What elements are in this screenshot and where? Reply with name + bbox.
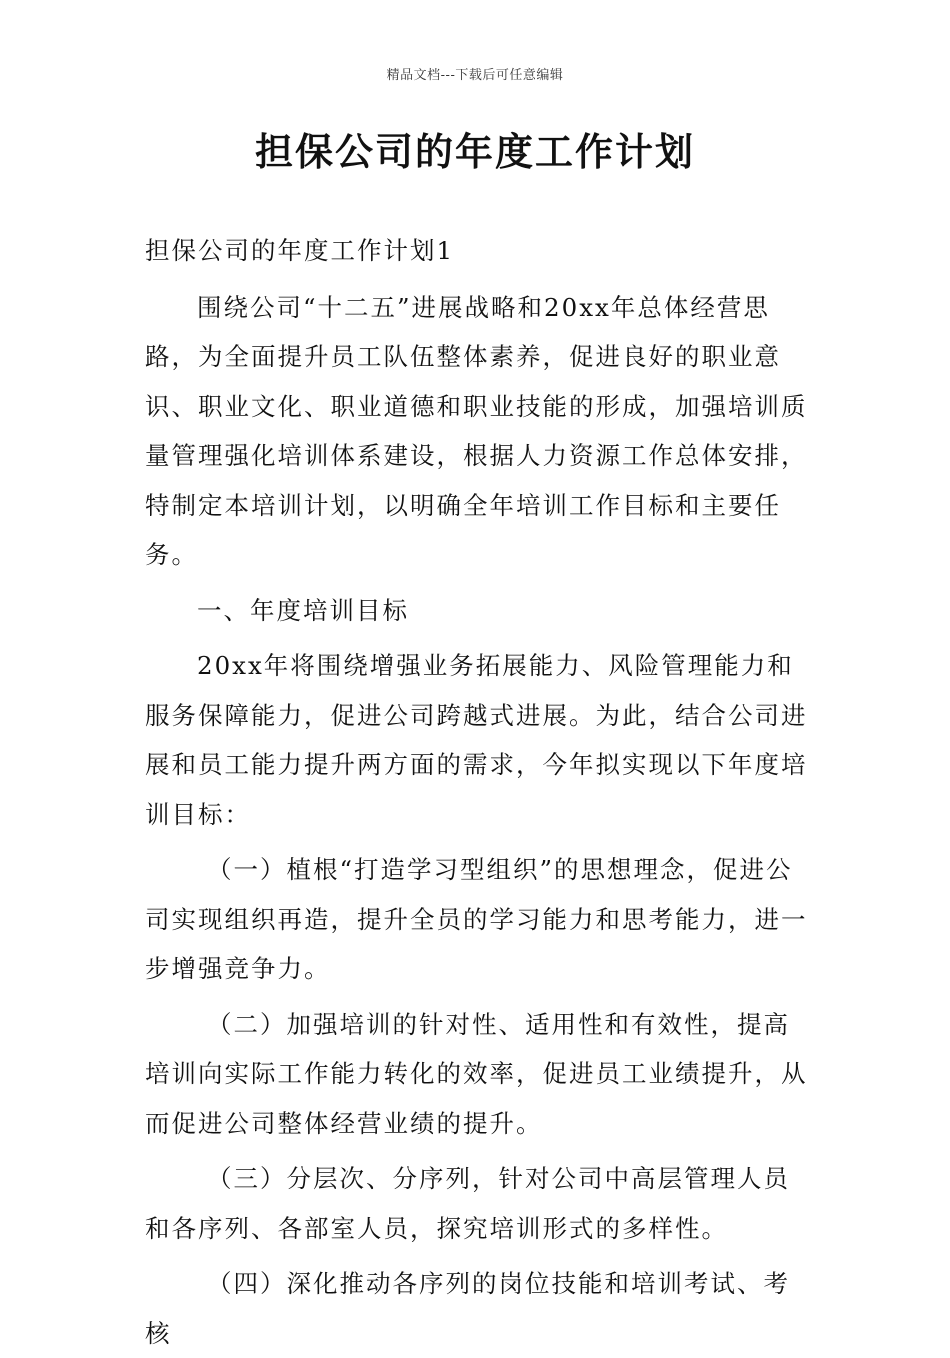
list-item: （二）加强培训的针对性、适用性和有效性，提高培训向实际工作能力转化的效率，促进员工业绩提升，从而促进公司整体经营业绩的提升。 (145, 1009, 808, 1138)
list-item: （一）植根“打造学习型组织”的思想理念，促进公司实现组织再造，提升全员的学习能力和思考能力，进一步增强竞争力。 (145, 855, 808, 983)
section-heading: 一、年度培训目标 (197, 595, 409, 625)
section-subtitle: 担保公司的年度工作计划1 (145, 236, 455, 265)
list-item: （四）深化推动各序列的岗位技能和培训考试、考核 (145, 1269, 790, 1348)
header-note: 精品文档---下载后可任意编辑 (386, 68, 564, 83)
document-title: 担保公司的年度工作计划 (254, 130, 695, 174)
list-item: （三）分层次、分序列，针对公司中高层管理人员和各序列、各部室人员，探究培训形式的多样性。 (145, 1164, 790, 1243)
intro-paragraph: 围绕公司“十二五”进展战略和20xx年总体经营思路，为全面提升员工队伍整体素养，促进良好的职业意识、职业文化、职业道德和职业技能的形成，加强培训质量管理强化培训体系建设，根据人力资源工作总体安排，特制定本培训计划，以明确全年培训工作目标和主要任务。 (145, 292, 808, 569)
goal-paragraph: 20xx年将围绕增强业务拓展能力、风险管理能力和服务保障能力，促进公司跨越式进展。为此，结合公司进展和员工能力提升两方面的需求，今年拟实现以下年度培训目标： (145, 651, 808, 829)
document-body (145, 226, 810, 1358)
